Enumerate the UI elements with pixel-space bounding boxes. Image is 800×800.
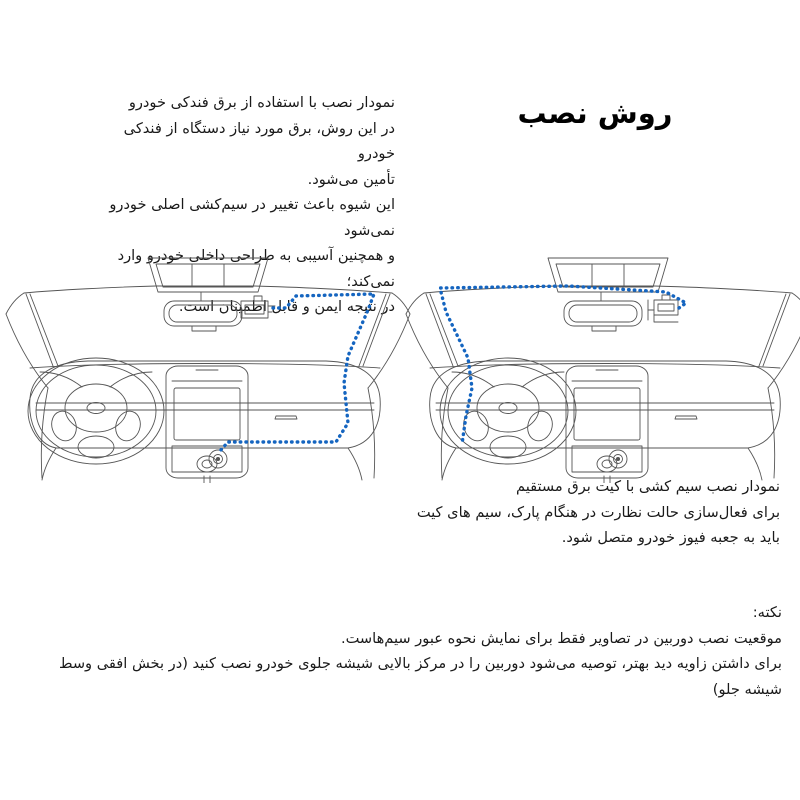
cigarette-line-4: این شیوه باعث تغییر در سیم‌کشی اصلی خودرو نمی‌شود — [104, 196, 395, 239]
hardwire-line-1: نمودار نصب سیم کشی با کیت برق مستقیم — [516, 478, 780, 495]
car-interior-outline — [6, 258, 410, 483]
note-line-1: موقعیت نصب دوربین در تصاویر فقط برای نمایش نحوه عبور سیم‌هاست. — [340, 629, 782, 647]
note-label: نکته: — [752, 604, 782, 621]
hardwire-line-3: باید به جعبه فیوز خودرو متصل شود. — [561, 529, 780, 546]
hardwire-kit-text-block — [360, 474, 780, 551]
hardwire-line-2: برای فعال‌سازی حالت نظارت در هنگام پارک، سیم های کیت — [416, 503, 780, 521]
hardwire-socket — [609, 450, 627, 468]
cigarette-line-2: در این روش، برق مورد نیاز دستگاه از فندکی خودرو — [119, 119, 395, 162]
cigarette-line-3: تأمین می‌شود. — [307, 170, 395, 188]
power-wire-route — [220, 294, 374, 451]
page-title: روش نصب — [517, 96, 673, 130]
note-line-3: شیشه جلو) — [712, 680, 782, 698]
cigarette-power-diagram — [0, 248, 416, 487]
hardwire-kit-diagram — [396, 248, 800, 487]
cigarette-line-1: نمودار نصب با استفاده از برق فندکی خودرو — [128, 94, 395, 111]
cigarette-line-6: در نتیجه ایمن و قابل اطمینان است. — [178, 298, 395, 315]
note-text-block — [58, 600, 782, 702]
note-line-2: برای داشتن زاویه دید بهتر، توصیه می‌شود دوربین را در مرکز بالایی شیشه جلوی خودرو نصب کنید (در بخش افقی وسط — [58, 655, 782, 672]
cigarette-plug — [209, 450, 227, 468]
car-interior-outline — [406, 258, 800, 483]
cigarette-line-5: و همچنین آسیبی به طراحی داخلی خودرو وارد نمی‌کند؛ — [112, 247, 395, 290]
